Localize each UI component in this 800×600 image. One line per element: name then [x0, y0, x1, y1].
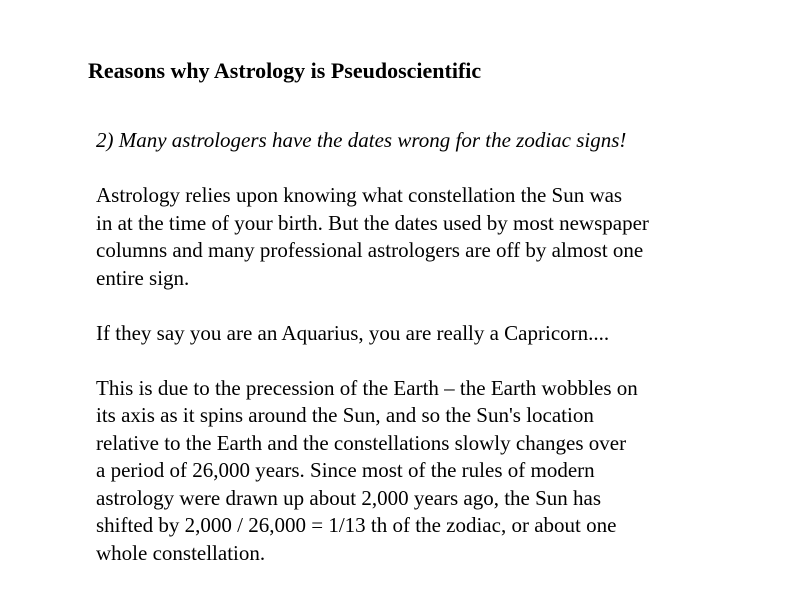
paragraph-1-line: entire sign. [96, 265, 190, 290]
paragraph-1-line: Astrology relies upon knowing what constellation the Sun was [96, 183, 623, 207]
point-heading: 2) Many astrologers have the dates wrong for the zodiac signs! [96, 128, 627, 152]
paragraph-1-line: columns and many professional astrologers are off by almost one [96, 238, 644, 262]
paragraph-3-line: relative to the Earth and the constellations slowly changes over [96, 430, 627, 455]
paragraph-3-line: This is due to the precession of the Earth – the Earth wobbles on [96, 375, 638, 400]
paragraph-1-line: in at the time of your birth. But the dates used by most newspaper [96, 210, 649, 235]
paragraph-3-line: astrology were drawn up about 2,000 years ago, the Sun has [96, 485, 602, 510]
paragraph-3-line: whole constellation. [96, 540, 266, 565]
paragraph-3 [96, 375, 796, 568]
paragraph-3-line: a period of 26,000 years. Since most of the rules of modern [96, 458, 595, 482]
paragraph-2-line: If they say you are an Aquarius, you are really a Capricorn.... [96, 320, 610, 345]
paragraph-3-line: shifted by 2,000 / 26,000 = 1/13 th of the zodiac, or about one [96, 513, 617, 537]
paragraph-2 [96, 320, 796, 348]
paragraph-3-line: its axis as it spins around the Sun, and so the Sun's location [96, 403, 594, 427]
slide-title: Reasons why Astrology is Pseudoscientific [88, 58, 482, 83]
slide-body [96, 127, 796, 595]
paragraph-1 [96, 182, 796, 292]
